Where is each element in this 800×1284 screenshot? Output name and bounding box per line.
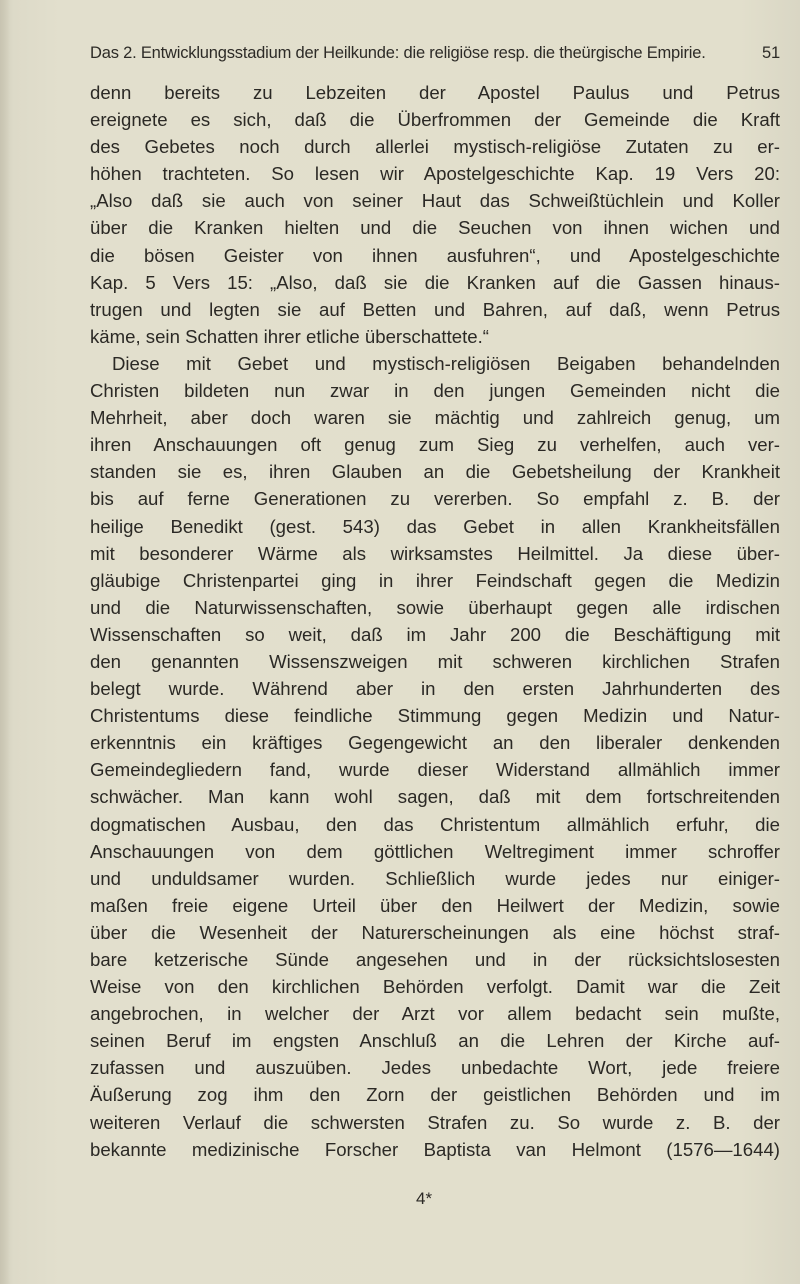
text-line: und unduldsamer wurden. Schließlich wurde jedes nur einiger- <box>90 867 780 889</box>
text-line: den genannten Wissenszweigen mit schweren kirchlichen Strafen <box>90 650 780 672</box>
text-line: käme, sein Schatten ihrer etliche überschattete.“ <box>90 325 489 347</box>
text-line: Anschauungen von dem göttlichen Weltregiment immer schroffer <box>90 840 780 862</box>
text-line: ereignete es sich, daß die Überfrommen der Gemeinde die Kraft <box>90 109 780 131</box>
text-line: zufassen und auszuüben. Jedes unbedachte Wort, jede freiere <box>90 1057 780 1079</box>
text-line: ihren Anschauungen oft genug zum Sieg zu verhelfen, auch ver- <box>90 434 780 456</box>
text-line: angebrochen, in welcher der Arzt vor allem bedacht sein mußte, <box>90 1003 780 1025</box>
text-line: Wissenschaften so weit, daß im Jahr 200 die Beschäftigung mit <box>90 623 780 645</box>
text-line: Christen bildeten nun zwar in den jungen Gemeinden nicht die <box>90 380 780 402</box>
text-line: Kap. 5 Vers 15: „Also, daß sie die Kranken auf die Gassen hinaus- <box>90 271 780 293</box>
text-line: „Also daß sie auch von seiner Haut das Schweißtüchlein und Koller <box>90 190 780 212</box>
text-line: erkenntnis ein kräftiges Gegengewicht an den liberaler denkenden <box>90 732 780 754</box>
text-line: über die Wesenheit der Naturerscheinungen als eine höchst straf- <box>90 921 780 943</box>
text-line: die bösen Geister von ihnen ausfuhren“, und Apostelgeschichte <box>90 244 780 266</box>
text-line: belegt wurde. Während aber in den ersten Jahrhunderten des <box>90 678 780 700</box>
running-title: Das 2. Entwicklungsstadium der Heilkunde: die religiöse resp. die theürgische Empirie. <box>90 44 706 62</box>
text-line: heilige Benedikt (gest. 543) das Gebet in allen Krankheitsfällen <box>90 515 780 537</box>
text-line: dogmatischen Ausbau, den das Christentum allmählich erfuhr, die <box>90 813 780 835</box>
text-line: Mehrheit, aber doch waren sie mächtig und zahlreich genug, um <box>90 407 780 429</box>
text-line: und die Naturwissenschaften, sowie überhaupt gegen alle irdischen <box>90 596 780 618</box>
text-line: mit besonderer Wärme als wirksamstes Heilmittel. Ja diese über- <box>90 542 780 564</box>
text-line: bare ketzerische Sünde angesehen und in der rücksichtslosesten <box>90 949 780 970</box>
text-line: maßen freie eigene Urteil über den Heilwert der Medizin, sowie <box>90 894 780 916</box>
text-line: standen sie es, ihren Glauben an die Gebetsheilung der Krankheit <box>90 461 780 483</box>
text-line: Diese mit Gebet und mystisch-religiösen Beigaben behandelnden <box>112 352 780 374</box>
text-line: Äußerung zog ihm den Zorn der geistlichen Behörden und im <box>90 1084 780 1106</box>
text-line: seinen Beruf im engsten Anschluß an die Lehren der Kirche auf- <box>90 1030 780 1052</box>
page-gutter-shadow <box>0 0 10 1284</box>
page-number: 51 <box>762 44 780 62</box>
text-line: höhen trachteten. So lesen wir Apostelgeschichte Kap. 19 Vers 20: <box>90 163 780 185</box>
text-line: bekannte medizinische Forscher Baptista van Helmont (1576—1644) <box>90 1138 780 1160</box>
text-line: denn bereits zu Lebzeiten der Apostel Paulus und Petrus <box>90 82 780 103</box>
body-text <box>90 79 780 1163</box>
text-line: Weise von den kirchlichen Behörden verfolgt. Damit war die Zeit <box>90 976 780 998</box>
text-line: gläubige Christenpartei ging in ihrer Feindschaft gegen die Medizin <box>90 569 780 591</box>
text-line: trugen und legten sie auf Betten und Bahren, auf daß, wenn Petrus <box>90 298 780 320</box>
text-line: Gemeindegliedern fand, wurde dieser Widerstand allmählich immer <box>90 759 780 781</box>
text-line: des Gebetes noch durch allerlei mystisch-religiöse Zutaten zu er- <box>90 136 780 158</box>
running-header <box>90 44 780 63</box>
text-line: weiteren Verlauf die schwersten Strafen zu. So wurde z. B. der <box>90 1111 780 1133</box>
text-line: Christentums diese feindliche Stimmung gegen Medizin und Natur- <box>90 705 780 727</box>
text-line: schwächer. Man kann wohl sagen, daß mit dem fortschreitenden <box>90 786 780 808</box>
signature-mark: 4* <box>416 1189 433 1208</box>
text-line: über die Kranken hielten und die Seuchen von ihnen wichen und <box>90 217 780 239</box>
text-line: bis auf ferne Generationen zu vererben. So empfahl z. B. der <box>90 488 780 510</box>
